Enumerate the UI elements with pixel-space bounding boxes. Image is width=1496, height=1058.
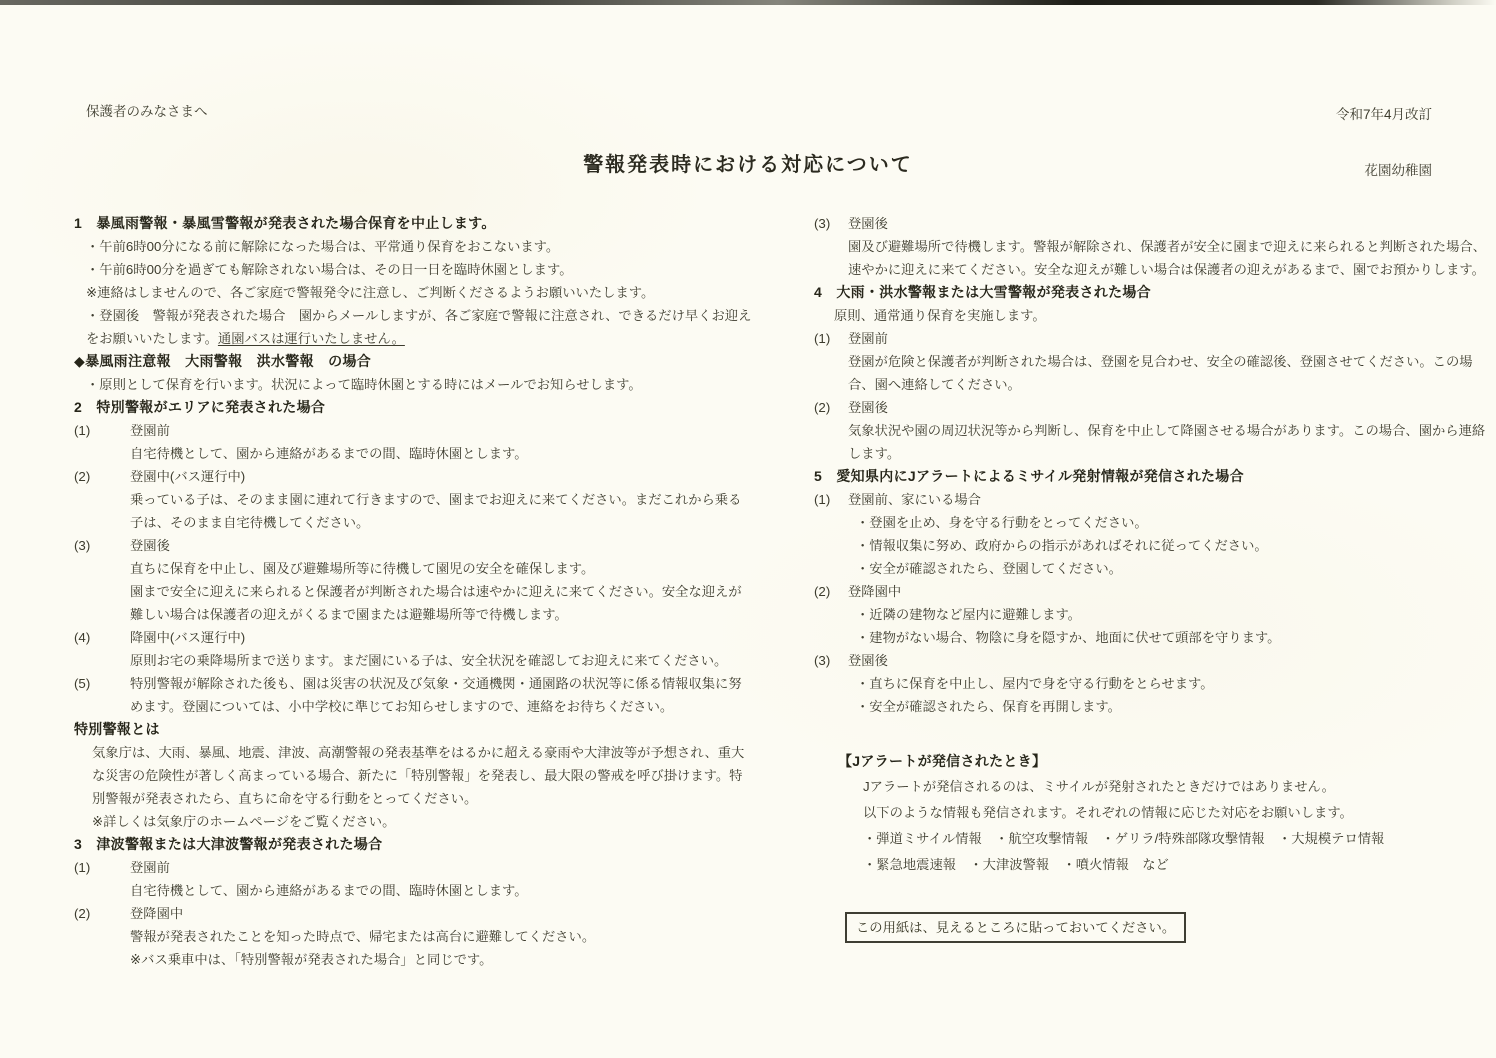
left-column bbox=[74, 212, 754, 971]
numbered-item bbox=[74, 534, 754, 557]
sub-bullet: ・登園を止め、身を守る行動をとってください。 bbox=[856, 515, 1148, 530]
numbered-item bbox=[74, 419, 754, 442]
numbered-item bbox=[74, 626, 754, 649]
underlined-text: 通園バスは運行いたしません。 bbox=[217, 331, 405, 346]
item-label: (4) bbox=[74, 630, 91, 645]
sub-bullet: ・近隣の建物など屋内に避難します。 bbox=[856, 607, 1081, 622]
paragraph: 自宅待機として、園から連絡があるまでの間、臨時休園とします。 bbox=[130, 446, 528, 461]
jalert-line: ・弾道ミサイル情報 ・航空攻撃情報 ・ゲリラ/特殊部隊攻撃情報 ・大規模テロ情報 bbox=[863, 831, 1385, 846]
item-label: (5) bbox=[74, 676, 91, 691]
right-column bbox=[814, 212, 1494, 971]
item-label: (2) bbox=[74, 469, 91, 484]
section-heading: 2 特別警報がエリアに発表された場合 bbox=[74, 399, 326, 415]
item-title: 登降園中 bbox=[130, 906, 184, 921]
paragraph: 乗っている子は、そのまま園に連れて行きますので、園までお迎えに来てください。まだこれから乗る子は、そのまま自宅待機してください。 bbox=[130, 492, 742, 530]
bullet-line: ・午前6時00分になる前に解除になった場合は、平常通り保育をおこないます。 bbox=[86, 239, 560, 254]
document-body bbox=[74, 212, 1494, 971]
item-label: (2) bbox=[814, 400, 831, 415]
paragraph: 直ちに保育を中止し、園及び避難場所等に待機して園児の安全を確保します。 bbox=[130, 561, 595, 576]
addressee-note: 保護者のみなさまへ bbox=[86, 104, 208, 119]
section-heading: 5 愛知県内にJアラートによるミサイル発射情報が発信された場合 bbox=[814, 468, 1244, 484]
item-title: 登園前 bbox=[130, 860, 170, 875]
bullet-line: ※連絡はしませんので、各ご家庭で警報発令に注意し、ご判断くださるようお願いいたします。 bbox=[86, 285, 655, 300]
jalert-heading: 【Jアラートが発信されたとき】 bbox=[838, 753, 1047, 769]
item-label: (3) bbox=[814, 216, 831, 231]
item-title: 登降園中 bbox=[848, 584, 902, 599]
paragraph: ※バス乗車中は、「特別警報が発表された場合」と同じです。 bbox=[130, 952, 493, 967]
bullet-line: ・原則として保育を行います。状況によって臨時休園とする時にはメールでお知らせします。 bbox=[86, 377, 642, 392]
item-title: 登園後 bbox=[130, 538, 170, 553]
sub-bullet: ・安全が確認されたら、登園してください。 bbox=[856, 561, 1122, 576]
bullet-line: ・登園後 警報が発表された場合 園からメールしますが、各ご家庭で警報に注意され、できるだけ早くお迎えをお願いいたします。通園バスは運行いたしません。 bbox=[86, 308, 752, 346]
numbered-item bbox=[74, 902, 754, 925]
scan-edge-artifact bbox=[0, 0, 1496, 5]
revision-date: 令和7年4月改訂 bbox=[1335, 107, 1432, 122]
bullet-line: ※詳しくは気象庁のホームページをご覧ください。 bbox=[92, 814, 396, 829]
item-title: 登園前 bbox=[848, 331, 888, 346]
item-title: 登園前、家にいる場合 bbox=[848, 492, 981, 507]
paragraph: 園及び避難場所で待機します。警報が解除され、保護者が安全に園まで迎えに来られると判断された場合、速やかに迎えに来てください。安全な迎えが難しい場合は保護者の迎えがあるまで、園でお預かりします。 bbox=[848, 239, 1486, 277]
organization-name: 花園幼稚園 bbox=[1364, 163, 1432, 178]
section-heading: 3 津波警報または大津波警報が発表された場合 bbox=[74, 836, 383, 852]
sub-bullet: ・情報収集に努め、政府からの指示があればそれに従ってください。 bbox=[856, 538, 1268, 553]
section-heading: 4 大雨・洪水警報または大雪警報が発表された場合 bbox=[814, 284, 1151, 300]
jalert-line: Jアラートが発信されるのは、ミサイルが発射されたときだけではありません。 bbox=[863, 779, 1335, 794]
item-title: 登園前 bbox=[130, 423, 170, 438]
numbered-item bbox=[814, 212, 1494, 235]
jalert-lines bbox=[838, 774, 1494, 878]
item-label: (1) bbox=[74, 423, 91, 438]
numbered-item bbox=[814, 488, 1494, 511]
numbered-item bbox=[74, 856, 754, 879]
item-title: 登園後 bbox=[848, 216, 888, 231]
paragraph: 園まで安全に迎えに来られると保護者が判断された場合は速やかに迎えに来てください。安全な迎えが難しい場合は保護者の迎えがくるまで園または避難場所等で待機します。 bbox=[130, 584, 742, 622]
paragraph: 原則お宅の乗降場所まで送ります。まだ園にいる子は、安全状況を確認してお迎えに来てください。 bbox=[130, 653, 728, 668]
section-heading: ◆暴風雨注意報 大雨警報 洪水警報 の場合 bbox=[74, 353, 372, 369]
item-label: (2) bbox=[74, 906, 91, 921]
item-label: (3) bbox=[814, 653, 831, 668]
item-title: 登園後 bbox=[848, 653, 888, 668]
paragraph: 登園が危険と保護者が判断された場合は、登園を見合わせ、安全の確認後、登園させてください。この場合、園へ連絡してください。 bbox=[848, 354, 1473, 392]
bullet-line: 原則、通常通り保育を実施します。 bbox=[834, 308, 1046, 323]
item-title: 登園中(バス運行中) bbox=[130, 469, 246, 484]
numbered-item bbox=[814, 580, 1494, 603]
section-heading: 特別警報とは bbox=[74, 721, 160, 737]
item-label: (3) bbox=[74, 538, 91, 553]
item-title: 登園後 bbox=[848, 400, 888, 415]
jalert-info-section bbox=[838, 748, 1494, 878]
numbered-item bbox=[814, 649, 1494, 672]
bullet-line: 気象庁は、大雨、暴風、地震、津波、高潮警報の発表基準をはるかに超える豪雨や大津波等が予想され、重大な災害の危険性が著しく高まっている場合、新たに「特別警報」を発表し、最大限の警戒を呼び掛けます。特別警報が発表されたら、直ちに命を守る行動をとってください。 bbox=[92, 745, 745, 806]
numbered-item bbox=[814, 327, 1494, 350]
item-label: (2) bbox=[814, 584, 831, 599]
jalert-line: 以下のような情報も発信されます。それぞれの情報に応じた対応をお願いします。 bbox=[863, 805, 1353, 820]
sub-bullet: ・建物がない場合、物陰に身を隠すか、地面に伏せて頭部を守ります。 bbox=[856, 630, 1281, 645]
jalert-line: ・緊急地震速報 ・大津波警報 ・噴火情報 など bbox=[863, 857, 1169, 872]
paragraph: 警報が発表されたことを知った時点で、帰宅または高台に避難してください。 bbox=[130, 929, 596, 944]
item-title: 特別警報が解除された後も、園は災害の状況及び気象・交通機関・通園路の状況等に係る情報収集に努めます。登園については、小中学校に準じてお知らせしますので、連絡をお待ちください。 bbox=[130, 676, 742, 714]
numbered-item bbox=[74, 672, 754, 718]
item-title: 降園中(バス運行中) bbox=[130, 630, 246, 645]
paragraph: 自宅待機として、園から連絡があるまでの間、臨時休園とします。 bbox=[130, 883, 528, 898]
numbered-item bbox=[814, 396, 1494, 419]
bullet-line: ・午前6時00分を過ぎても解除されない場合は、その日一日を臨時休園とします。 bbox=[86, 262, 573, 277]
right-column-lines bbox=[814, 212, 1494, 718]
item-label: (1) bbox=[74, 860, 91, 875]
document-title: 警報発表時における対応について bbox=[583, 154, 913, 176]
sub-bullet: ・安全が確認されたら、保育を再開します。 bbox=[856, 699, 1121, 714]
paragraph: 気象状況や園の周辺状況等から判断し、保育を中止して降園させる場合があります。この場合、園から連絡します。 bbox=[848, 423, 1486, 461]
item-label: (1) bbox=[814, 492, 831, 507]
section-heading: 1 暴風雨警報・暴風雪警報が発表された場合保育を中止します。 bbox=[74, 215, 496, 231]
notice-box: この用紙は、見えるところに貼っておいてください。 bbox=[845, 912, 1186, 943]
item-label: (1) bbox=[814, 331, 831, 346]
numbered-item bbox=[74, 465, 754, 488]
sub-bullet: ・直ちに保育を中止し、屋内で身を守る行動をとらせます。 bbox=[856, 676, 1214, 691]
